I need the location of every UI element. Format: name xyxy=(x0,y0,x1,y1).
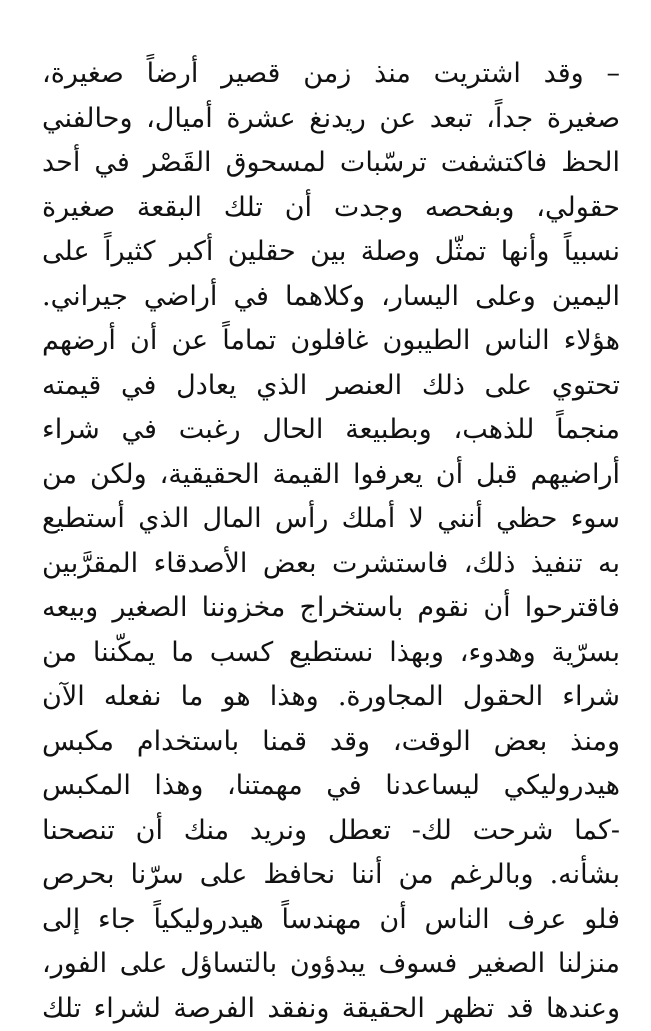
text-line: اليمين وعلى اليسار، وكلاهما في أراضي جيراني. xyxy=(42,275,620,320)
text-line: سوء حظي أنني لا أملك رأس المال الذي أستطيع xyxy=(42,497,620,542)
text-line: – وقد اشتريت منذ زمن قصير أرضاً صغيرة، xyxy=(42,52,620,97)
text-line: نسبياً وأنها تمثّل وصلة بين حقلين أكبر كثيراً على xyxy=(42,230,620,275)
text-line: صغيرة جداً، تبعد عن ريدنغ عشرة أميال، وحالفني xyxy=(42,97,620,142)
text-line: بشأنه. وبالرغم من أننا نحافظ على سرّنا بحرص xyxy=(42,853,620,898)
text-line: حقولي، وبفحصه وجدت أن تلك البقعة صغيرة xyxy=(42,186,620,231)
text-line: ومنذ بعض الوقت، وقد قمنا باستخدام مكبس xyxy=(42,720,620,765)
text-line: منزلنا الصغير فسوف يبدؤون بالتساؤل على الفور، xyxy=(42,942,620,987)
text-line: تحتوي على ذلك العنصر الذي يعادل في قيمته xyxy=(42,364,620,409)
text-line: شراء الحقول المجاورة. وهذا هو ما نفعله الآن xyxy=(42,675,620,720)
text-line: فاقترحوا أن نقوم باستخراج مخزوننا الصغير وبيعه xyxy=(42,586,620,631)
text-line: منجماً للذهب، وبطبيعة الحال رغبت في شراء xyxy=(42,408,620,453)
page-text-block xyxy=(42,52,620,1031)
text-line: أراضيهم قبل أن يعرفوا القيمة الحقيقية، ولكن من xyxy=(42,453,620,498)
text-line: -كما شرحت لك- تعطل ونريد منك أن تنصحنا xyxy=(42,809,620,854)
text-line: فلو عرف الناس أن مهندساً هيدروليكياً جاء إلى xyxy=(42,898,620,943)
text-line: به تنفيذ ذلك، فاستشرت بعض الأصدقاء المقرَّبين xyxy=(42,542,620,587)
text-line: وعندها قد تظهر الحقيقة ونفقد الفرصة لشراء تلك xyxy=(42,987,620,1031)
text-line: بسرّية وهدوء، وبهذا نستطيع كسب ما يمكّننا من xyxy=(42,631,620,676)
text-line: هيدروليكي ليساعدنا في مهمتنا، وهذا المكبس xyxy=(42,764,620,809)
text-line: هؤلاء الناس الطيبون غافلون تماماً عن أن أرضهم xyxy=(42,319,620,364)
text-line: الحظ فاكتشفت ترسّبات لمسحوق القَصْر في أحد xyxy=(42,141,620,186)
